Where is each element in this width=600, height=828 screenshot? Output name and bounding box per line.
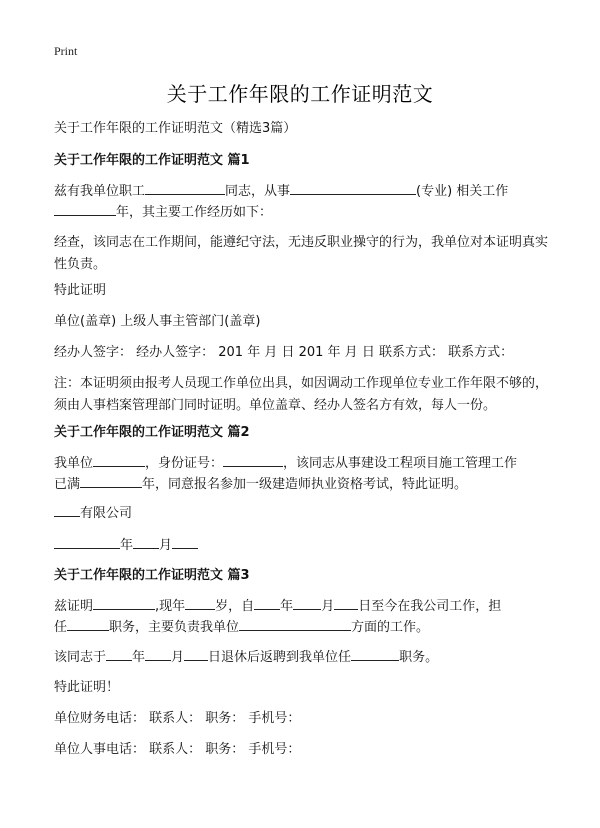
blank <box>54 201 116 216</box>
s1-text: 兹有我单位职工 <box>54 184 146 199</box>
blank <box>54 502 80 517</box>
s3-text: 日退休后返聘到我单位任 <box>208 650 352 665</box>
section2-line2 <box>54 473 548 496</box>
s3-text: 年 <box>280 599 294 614</box>
s1-text: 年，其主要工作经历如下： <box>116 205 273 220</box>
blank <box>80 473 142 488</box>
s3-text: 任 <box>54 620 68 635</box>
s3-text: ,现年 <box>155 599 186 614</box>
s3-text: 兹证明 <box>54 599 94 614</box>
s3-text: 方面的工作。 <box>351 620 430 635</box>
s2-text: 已满 <box>54 477 81 492</box>
section1-note: 注：本证明须由报考人员现工作单位出具，如因调动工作现单位专业工作年限不够的，须由人事档案管理部门同时证明。单位盖章、经办人签名方有效，每人一份。 <box>54 376 549 413</box>
section2-heading: 关于工作年限的工作证明范文 篇2 <box>54 425 250 440</box>
section3-line1 <box>54 595 548 618</box>
s3-text: 月 <box>321 599 335 614</box>
blank <box>239 616 351 631</box>
section2-company <box>54 502 548 525</box>
blank <box>351 646 399 661</box>
s3-text: 月 <box>171 650 185 665</box>
section1-para3: 特此证明 <box>54 283 107 298</box>
s1-text: 同志，从事 <box>225 184 291 199</box>
s2-text: 我单位 <box>54 456 94 471</box>
section3-para4: 单位财务电话： 联系人： 职务： 手机号： <box>54 711 301 726</box>
s3-text: 职务。 <box>399 650 439 665</box>
section1-line1 <box>54 180 548 203</box>
blank <box>223 452 283 467</box>
date-year: 年 <box>120 538 134 553</box>
section1-line2 <box>54 201 548 224</box>
section2-date <box>54 534 548 557</box>
subtitle: 关于工作年限的工作证明范文（精选3篇） <box>54 121 297 136</box>
page-title: 关于工作年限的工作证明范文 <box>166 82 434 106</box>
s2-text: ，身份证号： <box>145 456 224 471</box>
section2-line1 <box>54 452 548 475</box>
blank <box>293 595 321 610</box>
s3-text: 该同志于 <box>54 650 107 665</box>
blank <box>93 595 155 610</box>
blank <box>93 452 145 467</box>
s2-text: 年，同意报名参加一级建造师执业资格考试，特此证明。 <box>142 477 468 492</box>
section3-line2 <box>54 616 548 639</box>
s3-text: 职务，主要负责我单位 <box>109 620 240 635</box>
print-label[interactable]: Print <box>54 44 78 58</box>
date-month: 月 <box>159 538 173 553</box>
section3-retire <box>54 646 548 669</box>
blank <box>145 646 171 661</box>
s3-text: 岁，自 <box>215 599 255 614</box>
blank <box>254 595 280 610</box>
section3-para5: 单位人事电话： 联系人： 职务： 手机号： <box>54 742 301 757</box>
s3-text: 日至今在我公司工作，担 <box>358 599 502 614</box>
blank <box>145 180 225 195</box>
section3-para3: 特此证明！ <box>54 680 120 695</box>
section1-para4: 单位(盖章) 上级人事主管部门(盖章) <box>54 314 261 329</box>
s3-text: 年 <box>132 650 146 665</box>
blank <box>67 616 109 631</box>
section3-heading: 关于工作年限的工作证明范文 篇3 <box>54 568 250 583</box>
section1-para2: 经查，该同志在工作期间，能遵纪守法，无违反职业操守的行为，我单位对本证明真实性负责。 <box>54 235 549 272</box>
blank <box>106 646 132 661</box>
blank <box>133 534 159 549</box>
section1-heading: 关于工作年限的工作证明范文 篇1 <box>54 153 250 168</box>
s2-text: ，该同志从事建设工程项目施工管理工作 <box>283 456 518 471</box>
blank <box>184 646 208 661</box>
blank <box>54 534 120 549</box>
blank <box>185 595 215 610</box>
s1-text: (专业) 相关工作 <box>416 184 509 199</box>
company-suffix: 有限公司 <box>80 506 133 521</box>
section1-para5: 经办人签字： 经办人签字： 201 年 月 日 201 年 月 日 联系方式： 联系方式： <box>54 345 514 360</box>
blank <box>334 595 358 610</box>
blank <box>172 534 198 549</box>
blank <box>290 180 416 195</box>
